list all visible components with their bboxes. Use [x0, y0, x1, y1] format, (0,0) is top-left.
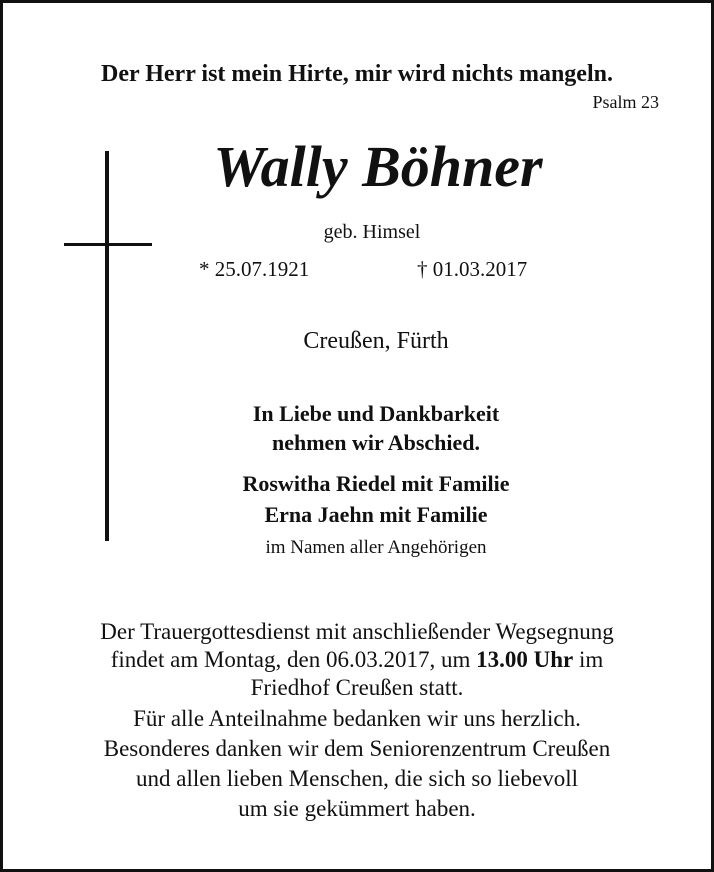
bible-verse: Der Herr ist mein Hirte, mir wird nichts mangeln. [101, 61, 613, 87]
farewell-message [3, 399, 714, 457]
mourner-name: Erna Jaehn mit Familie [264, 502, 488, 527]
on-behalf-note: im Namen aller Angehörigen [265, 537, 487, 558]
service-line-2 [3, 646, 711, 674]
thanks-line: und allen lieben Menschen, die sich so liebevoll [136, 766, 578, 791]
thanks-line: Für alle Anteilnahme bedanken wir uns herzlich. [133, 706, 581, 731]
verse-reference: Psalm 23 [592, 92, 659, 112]
maiden-name: geb. Himsel [323, 221, 421, 243]
service-line-3: Friedhof Creußen statt. [250, 675, 464, 700]
service-date: findet am Montag, den 06.03.2017, um [110, 647, 477, 672]
mourner-name: Roswitha Riedel mit Familie [242, 471, 510, 496]
deceased-name: Wally Böhner [213, 134, 543, 199]
death-date: † 01.03.2017 [417, 257, 528, 281]
service-line-1: Der Trauergottesdienst mit anschließender Wegsegnung [100, 619, 614, 644]
farewell-line-1: In Liebe und Dankbarkeit [252, 401, 500, 426]
places: Creußen, Fürth [303, 328, 449, 354]
thanks-line: Besonderes danken wir dem Seniorenzentrum Creußen [103, 736, 611, 761]
farewell-line-2: nehmen wir Abschied. [271, 430, 480, 455]
birth-date: * 25.07.1921 [199, 257, 310, 281]
service-time: 13.00 Uhr [476, 647, 574, 672]
thanks-line: um sie gekümmert haben. [238, 796, 476, 821]
service-place-prefix: im [573, 647, 604, 672]
